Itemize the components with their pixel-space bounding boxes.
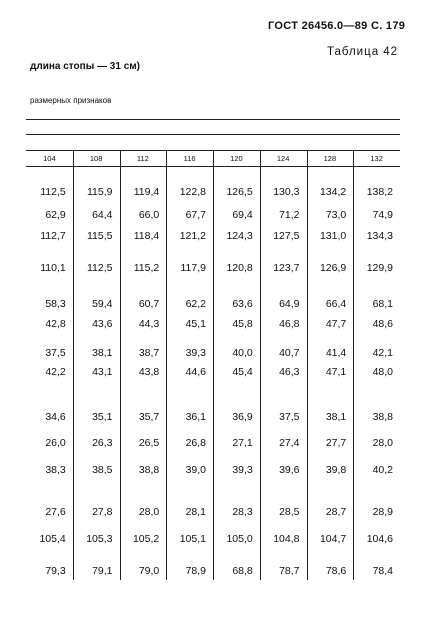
table-cell: 42,1 xyxy=(372,347,393,359)
table-cell: 73,0 xyxy=(325,209,347,221)
table-cell: 129,9 xyxy=(366,262,393,274)
table-cell: 42,2 xyxy=(45,366,66,378)
table-cell: 104,8 xyxy=(273,533,300,545)
table-cell: 48,0 xyxy=(372,366,393,378)
table-cell: 134,3 xyxy=(366,230,393,242)
table-cell: 112,5 xyxy=(87,262,113,274)
table-cell: 121,2 xyxy=(179,230,206,242)
table-cell: 40,0 xyxy=(232,347,253,359)
table-row xyxy=(26,208,400,222)
table-cell: 39,3 xyxy=(185,347,206,359)
table-cell: 27,7 xyxy=(325,437,347,449)
table-cell: 104,6 xyxy=(366,533,393,545)
column-header: 128 xyxy=(323,154,337,163)
table-cell: 59,4 xyxy=(92,298,113,310)
column-header: 108 xyxy=(89,154,103,163)
table-cell: 138,2 xyxy=(366,186,393,198)
table-subtitle: длина стопы — 31 см) xyxy=(30,61,140,72)
rule-line xyxy=(26,134,400,135)
table-cell: 115,9 xyxy=(87,186,113,198)
table-cell: 45,1 xyxy=(185,318,206,330)
table-row xyxy=(26,505,400,519)
table-cell: 64,9 xyxy=(279,298,300,310)
table-row xyxy=(26,297,400,311)
table-cell: 62,9 xyxy=(45,209,66,221)
table-cell: 40,7 xyxy=(279,347,300,359)
table-cell: 78,6 xyxy=(325,565,347,577)
table-cell: 46,8 xyxy=(279,318,300,330)
table-cell: 112,7 xyxy=(40,230,66,242)
table-title: Таблица 42 xyxy=(327,46,399,58)
table-cell: 26,3 xyxy=(92,437,113,449)
table-cell: 44,3 xyxy=(138,318,160,330)
rule-line xyxy=(26,119,400,120)
table-cell: 131,0 xyxy=(319,230,347,242)
table-cell: 115,5 xyxy=(87,230,113,242)
column-header: 116 xyxy=(183,154,196,163)
table-cell: 26,5 xyxy=(138,437,160,449)
table-cell: 66,4 xyxy=(325,298,347,310)
table-cell: 123,7 xyxy=(273,262,300,274)
table-row xyxy=(26,365,400,379)
table-cell: 38,1 xyxy=(325,411,347,423)
table-cell: 38,7 xyxy=(138,347,160,359)
table-cell: 112,5 xyxy=(40,186,66,198)
table-cell: 36,1 xyxy=(185,411,206,423)
table-cell: 68,8 xyxy=(232,565,253,577)
table-row xyxy=(26,317,400,331)
table-cell: 79,3 xyxy=(45,565,66,577)
table-cell: 38,5 xyxy=(92,464,113,476)
table-cell: 38,3 xyxy=(45,464,66,476)
table-cell: 47,7 xyxy=(325,318,347,330)
table-cell: 64,4 xyxy=(92,209,113,221)
table-cell: 43,6 xyxy=(92,318,113,330)
table-cell: 39,0 xyxy=(185,464,206,476)
table-cell: 28,0 xyxy=(138,506,160,518)
table-cell: 38,1 xyxy=(92,347,113,359)
table-cell: 62,2 xyxy=(185,298,206,310)
table-row xyxy=(26,564,400,578)
table-cell: 104,7 xyxy=(319,533,347,545)
table-cell: 27,6 xyxy=(45,506,66,518)
table-cell: 68,1 xyxy=(372,298,393,310)
table-row xyxy=(26,229,400,243)
table-cell: 26,8 xyxy=(185,437,206,449)
table-cell: 126,5 xyxy=(226,186,253,198)
table-cell: 69,4 xyxy=(232,209,253,221)
table-row xyxy=(26,463,400,477)
column-header: 104 xyxy=(43,154,56,163)
table-cell: 26,0 xyxy=(45,437,66,449)
table-cell: 28,5 xyxy=(279,506,300,518)
table-cell: 38,8 xyxy=(138,464,160,476)
table-cell: 36,9 xyxy=(232,411,253,423)
table-cell: 71,2 xyxy=(279,209,300,221)
table-row xyxy=(26,346,400,360)
table-cell: 28,9 xyxy=(372,506,393,518)
table-cell: 39,8 xyxy=(325,464,347,476)
table-cell: 34,6 xyxy=(45,411,66,423)
table-cell: 28,7 xyxy=(325,506,347,518)
table-cell: 43,1 xyxy=(92,366,113,378)
table-cell: 105,1 xyxy=(179,533,206,545)
table-cell: 37,5 xyxy=(279,411,300,423)
table-cell: 58,3 xyxy=(45,298,66,310)
table-row xyxy=(26,261,400,275)
column-header: 132 xyxy=(370,154,383,163)
table-cell: 110,1 xyxy=(40,262,66,274)
table-cell: 27,4 xyxy=(279,437,300,449)
table-cell: 60,7 xyxy=(138,298,160,310)
table-cell: 105,4 xyxy=(39,533,66,545)
table-cell: 122,8 xyxy=(179,186,206,198)
table-cell: 130,3 xyxy=(273,186,300,198)
table-cell: 27,1 xyxy=(232,437,253,449)
table-cell: 35,7 xyxy=(138,411,160,423)
table-cell: 124,3 xyxy=(226,230,253,242)
table-cell: 134,2 xyxy=(319,186,347,198)
table-cell: 118,4 xyxy=(133,230,160,242)
table-cell: 127,5 xyxy=(273,230,300,242)
table-cell: 47,1 xyxy=(325,366,347,378)
table-cell: 41,4 xyxy=(325,347,347,359)
table-cell: 37,5 xyxy=(45,347,66,359)
table-row xyxy=(26,185,400,199)
table-row xyxy=(26,436,400,450)
table-cell: 44,6 xyxy=(185,366,206,378)
table-cell: 115,2 xyxy=(133,262,160,274)
table-cell: 39,3 xyxy=(232,464,253,476)
table-row xyxy=(26,410,400,424)
table-cell: 48,6 xyxy=(372,318,393,330)
table-cell: 43,8 xyxy=(138,366,160,378)
column-header: 112 xyxy=(136,154,149,163)
table-cell: 63,6 xyxy=(232,298,253,310)
table-cell: 39,6 xyxy=(279,464,300,476)
table-cell: 105,3 xyxy=(86,533,113,545)
table-cell: 119,4 xyxy=(133,186,160,198)
table-cell: 105,2 xyxy=(132,533,160,545)
table-cell: 45,4 xyxy=(232,366,253,378)
table-subheading: размерных признаков xyxy=(30,96,112,105)
table-cell: 78,4 xyxy=(372,565,393,577)
table-cell: 74,9 xyxy=(372,209,393,221)
table-cell: 78,9 xyxy=(185,565,206,577)
table-cell: 40,2 xyxy=(372,464,393,476)
table-cell: 79,0 xyxy=(138,565,160,577)
table-cell: 38,8 xyxy=(372,411,393,423)
table-cell: 28,0 xyxy=(372,437,393,449)
table-cell: 46,3 xyxy=(279,366,300,378)
table-cell: 78,7 xyxy=(279,565,300,577)
column-header: 124 xyxy=(276,154,290,163)
table-cell: 126,9 xyxy=(319,262,347,274)
page-header: ГОСТ 26456.0—89 С. 179 xyxy=(268,20,406,32)
table-cell: 120,8 xyxy=(226,262,253,274)
table-row xyxy=(26,532,400,546)
table-cell: 28,3 xyxy=(232,506,253,518)
table-cell: 28,1 xyxy=(185,506,206,518)
table-cell: 66,0 xyxy=(138,209,160,221)
table-cell: 79,1 xyxy=(92,565,113,577)
table-cell: 105,0 xyxy=(226,533,253,545)
table-cell: 27,8 xyxy=(92,506,113,518)
table-cell: 67,7 xyxy=(185,209,206,221)
table-cell: 45,8 xyxy=(232,318,253,330)
column-header: 120 xyxy=(230,154,243,163)
table-cell: 42,8 xyxy=(45,318,66,330)
table-cell: 35,1 xyxy=(92,411,113,423)
table-cell: 117,9 xyxy=(180,262,206,274)
